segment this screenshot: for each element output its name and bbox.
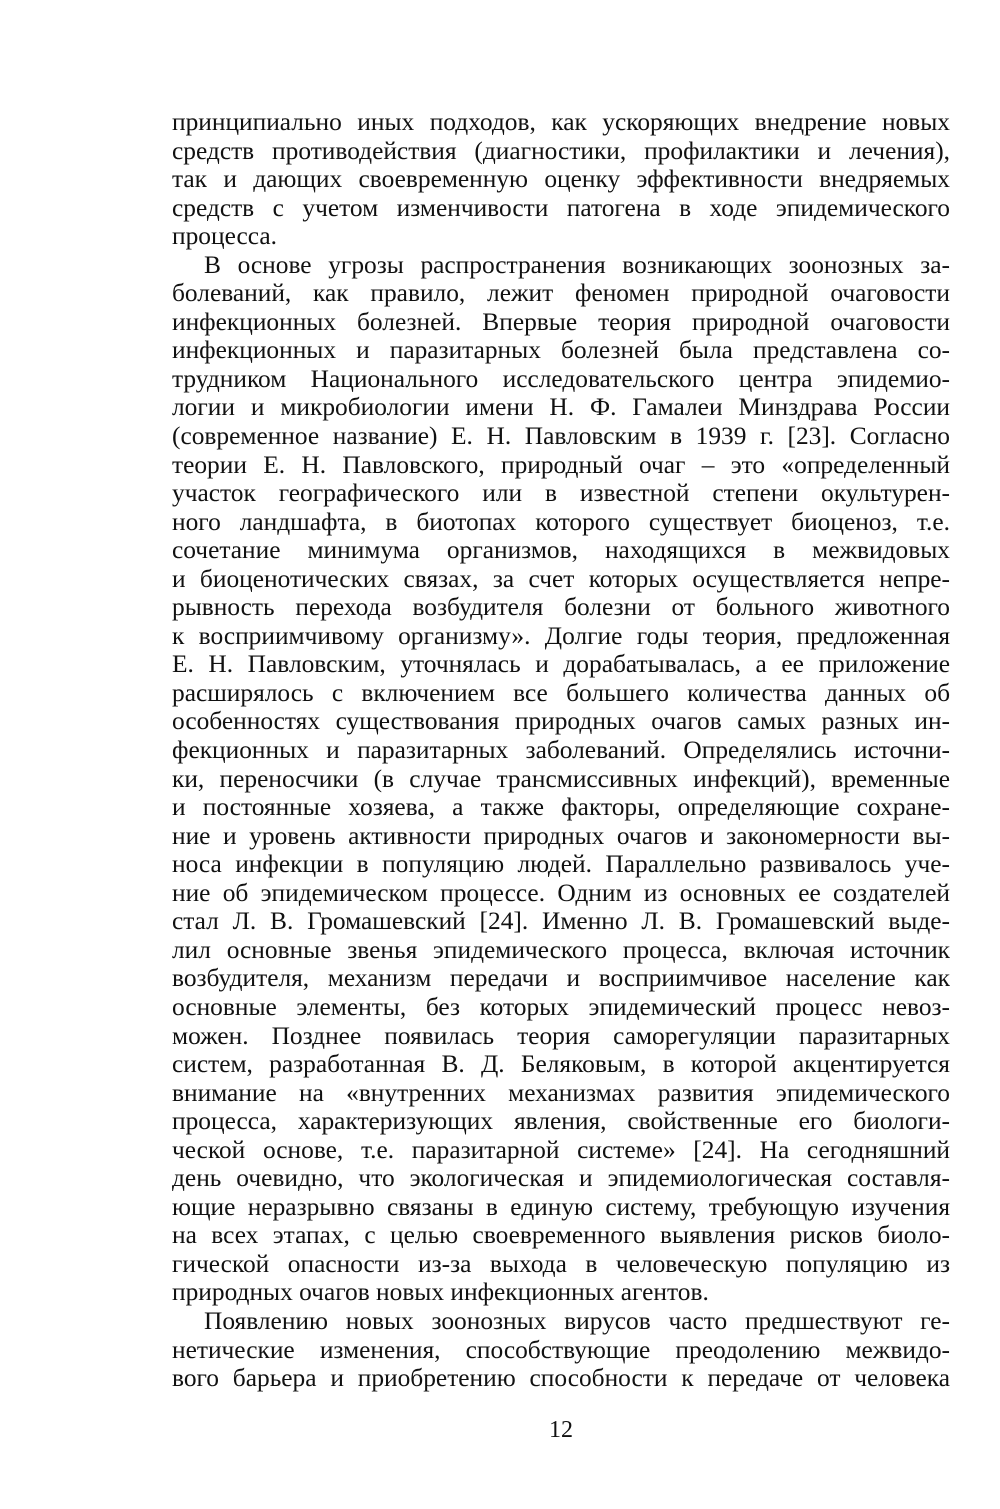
text-line: ние и уровень активности природных очагов и закономерности вы- (172, 821, 950, 850)
text-line: день очевидно, что экологическая и эпидемиологическая составля- (172, 1164, 950, 1193)
text-line: средств с учетом изменчивости патогена в ходе эпидемического (172, 193, 950, 222)
text-line: Е. Н. Павловским, уточнялась и дорабатывалась, а ее приложение (172, 650, 950, 679)
text-line: ческой основе, т.е. паразитарной системе» [24]. На сегодняшний (172, 1135, 950, 1164)
text-line: трудником Национального исследовательского центра эпидемио- (172, 364, 950, 393)
text-line: теории Е. Н. Павловского, природный очаг – это «определенный (172, 450, 950, 479)
text-line: так и дающих своевременную оценку эффективности внедряемых (172, 165, 950, 194)
text-line: болеваний, как правило, лежит феномен природной очаговости (172, 279, 950, 308)
text-line: логии и микробиологии имени Н. Ф. Гамалеи Минздрава России (172, 393, 950, 422)
text-line: инфекционных и паразитарных болезней была представлена со- (172, 336, 950, 365)
text-line: основные элементы, без которых эпидемический процесс невоз- (172, 992, 950, 1021)
text-line: Появлению новых зоонозных вирусов часто предшествуют ге- (204, 1306, 950, 1335)
text-line: природных очагов новых инфекционных агентов. (172, 1278, 709, 1307)
text-line: процесса, характеризующих явления, свойственные его биологи- (172, 1107, 950, 1136)
text-line: процесса. (172, 222, 277, 251)
text-line: нетические изменения, способствующие преодолению межвидо- (172, 1335, 950, 1364)
text-line: рывность перехода возбудителя болезни от больного животного (172, 593, 950, 622)
text-line: систем, разработанная В. Д. Беляковым, в которой акцентируется (172, 1050, 950, 1079)
text-line: особенностях существования природных очагов самых разных ин- (172, 707, 950, 736)
text-line: внимание на «внутренних механизмах развития эпидемического (172, 1078, 950, 1107)
text-line: принципиально иных подходов, как ускоряющих внедрение новых (172, 108, 950, 136)
text-line: вого барьера и приобретению способности к передаче от человека (172, 1364, 950, 1393)
text-line: на всех этапах, с целью своевременного выявления рисков биоло- (172, 1221, 950, 1250)
text-line: ющие неразрывно связаны в единую систему, требующую изучения (172, 1192, 950, 1221)
text-line: ние об эпидемическом процессе. Одним из основных ее создателей (172, 878, 950, 907)
text-line: носа инфекции в популяцию людей. Параллельно развивалось уче- (172, 850, 950, 879)
page-number: 12 (549, 1417, 573, 1443)
text-line: расширялось с включением все большего количества данных об (172, 678, 950, 707)
text-line: ки, переносчики (в случае трансмиссивных инфекций), временные (172, 764, 950, 793)
text-line: возбудителя, механизм передачи и восприимчивое население как (172, 964, 950, 993)
text-line: лил основные звенья эпидемического процесса, включая источник (172, 935, 950, 964)
text-line: и постоянные хозяева, а также факторы, определяющие сохране- (172, 793, 950, 822)
paragraph (172, 1307, 950, 1393)
text-line: к восприимчивому организму». Долгие годы теория, предложенная (172, 621, 950, 650)
text-line: В основе угрозы распространения возникающих зоонозных за- (204, 250, 950, 279)
text-line: участок географического или в известной степени окультурен- (172, 479, 950, 508)
text-line: инфекционных болезней. Впервые теория природной очаговости (172, 307, 950, 336)
paragraph (172, 251, 950, 1307)
text-line: можен. Позднее появилась теория саморегуляции паразитарных (172, 1021, 950, 1050)
text-line: средств противодействия (диагностики, профилактики и лечения), (172, 136, 950, 165)
page-body (172, 108, 950, 1393)
paragraph (172, 108, 950, 251)
text-line: (современное название) Е. Н. Павловским в 1939 г. [23]. Согласно (172, 422, 950, 451)
text-line: гической опасности из-за выхода в человеческую популяцию из (172, 1249, 950, 1278)
text-line: и биоценотических связах, за счет которых осуществляется непре- (172, 564, 950, 593)
text-line: фекционных и паразитарных заболеваний. Определялись источни- (172, 736, 950, 765)
text-line: стал Л. В. Громашевский [24]. Именно Л. В. Громашевский выде- (172, 907, 950, 936)
text-line: сочетание минимума организмов, находящихся в межвидовых (172, 536, 950, 565)
text-line: ного ландшафта, в биотопах которого существует биоценоз, т.е. (172, 507, 950, 536)
